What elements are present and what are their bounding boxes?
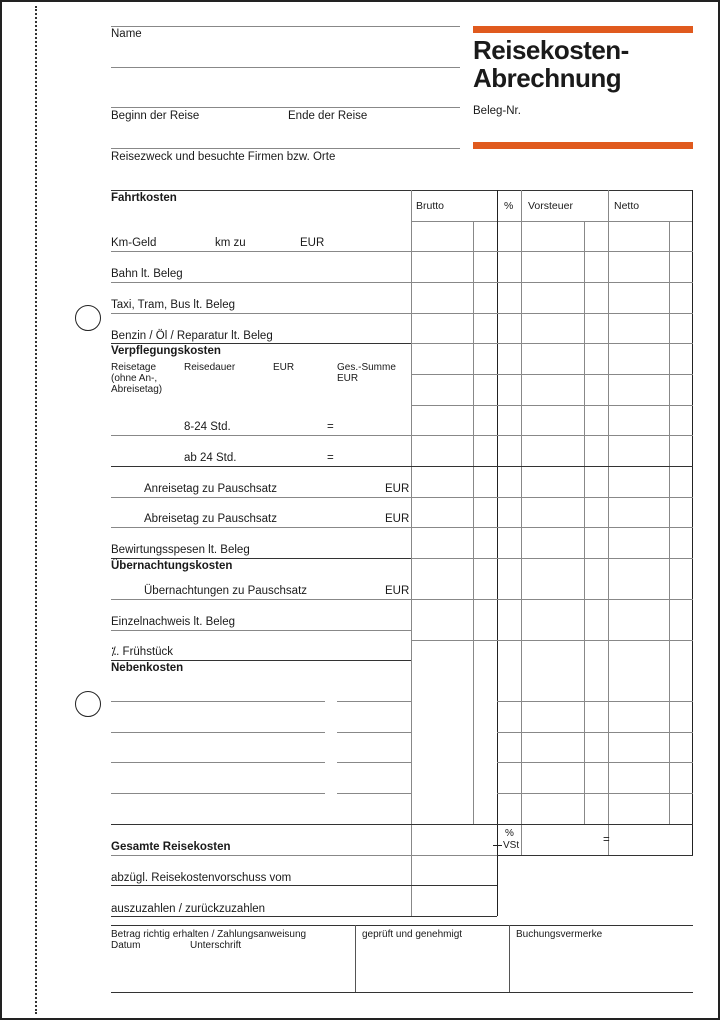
row-line — [411, 599, 693, 600]
row1-equals: = — [327, 421, 334, 433]
buchung-label: Buchungsvermerke — [516, 929, 603, 940]
row-line — [411, 558, 693, 559]
title-bar-bottom — [473, 142, 693, 149]
summary-vst: VSt — [503, 840, 520, 851]
bewirtung-label: Bewirtungsspesen lt. Beleg — [111, 544, 250, 556]
fruehstueck-label: ⁒. Frühstück — [111, 646, 174, 658]
row2-dauer: ab 24 Std. — [184, 452, 237, 464]
nebenkosten-amount-1[interactable] — [337, 701, 411, 702]
pauschsatz-field[interactable] — [111, 599, 411, 600]
punch-hole-bottom — [75, 691, 101, 717]
fahrtkosten-bottom-line — [111, 343, 411, 344]
anreisetag-field[interactable] — [111, 497, 411, 498]
km-eur-label: EUR — [300, 237, 325, 249]
vorsteuer-cents-line — [584, 221, 585, 825]
uebernachtung-heading: Übernachtungskosten — [111, 560, 233, 572]
footer-divider-2 — [509, 925, 510, 993]
title-bar-top — [473, 26, 693, 33]
row-line — [411, 282, 693, 283]
bahn-field[interactable] — [111, 282, 411, 283]
vorsteuer-col-left — [521, 190, 522, 855]
col-vorsteuer: Vorsteuer — [528, 200, 573, 212]
summary-right-bottom — [497, 855, 693, 856]
nebenkosten-field-1[interactable] — [111, 701, 325, 702]
verpflegung-heading: Verpflegungskosten — [111, 345, 221, 357]
summary-percent: % — [505, 828, 514, 839]
col-percent: % — [504, 200, 514, 212]
row-line — [497, 762, 693, 763]
col-header-line — [411, 221, 693, 222]
ges-summe-label: Ges.-Summe EUR — [337, 362, 396, 384]
verpflegung-eur-label: EUR — [273, 362, 295, 373]
auszahlen-field[interactable] — [111, 916, 497, 917]
verpflegung-row2-field[interactable] — [111, 466, 693, 467]
row-line — [411, 405, 693, 406]
footer-divider-1 — [355, 925, 356, 993]
fahrtkosten-heading: Fahrtkosten — [111, 192, 177, 204]
gesamt-field[interactable] — [111, 855, 497, 856]
vorschuss-field[interactable] — [111, 885, 497, 886]
unterschrift-label: Unterschrift — [190, 940, 242, 951]
reisedauer-label: Reisedauer — [184, 362, 236, 373]
netto-cents-line — [669, 221, 670, 825]
brutto-cents-line — [473, 221, 474, 825]
row2-equals: = — [327, 452, 334, 464]
zweck-label: Reisezweck und besuchte Firmen bzw. Orte — [111, 151, 336, 163]
einzelnachweis-label: Einzelnachweis lt. Beleg — [111, 616, 236, 628]
reisetage-label: Reisetage (ohne An-, Abreisetag) — [111, 362, 163, 395]
table-top-line — [111, 190, 693, 191]
name-field-line-2[interactable] — [111, 107, 460, 108]
row-line — [497, 793, 693, 794]
ende-label: Ende der Reise — [288, 110, 368, 122]
row-line — [497, 732, 693, 733]
summary-minus — [493, 845, 502, 846]
footer-bottom-line — [111, 992, 693, 993]
row-line — [411, 374, 693, 375]
summary-equals: = — [603, 834, 610, 846]
pauschsatz-label: Übernachtungen zu Pauschsatz — [144, 585, 308, 597]
km-geld-label: Km-Geld — [111, 237, 157, 249]
gesamt-label: Gesamte Reisekosten — [111, 841, 231, 853]
beleg-label: Beleg-Nr. — [473, 105, 521, 117]
betrag-label: Betrag richtig erhalten / Zahlungsanweisung — [111, 929, 307, 940]
row-line — [411, 527, 693, 528]
verpflegung-row1-field[interactable] — [111, 435, 411, 436]
footer-top-line — [111, 925, 693, 926]
row-line — [411, 251, 693, 252]
col-brutto: Brutto — [416, 200, 445, 212]
abreisetag-field[interactable] — [111, 527, 411, 528]
abreisetag-label: Abreisetag zu Pauschsatz — [144, 513, 277, 525]
nebenkosten-field-3[interactable] — [111, 762, 325, 763]
nebenkosten-amount-4[interactable] — [337, 793, 411, 794]
nebenkosten-heading: Nebenkosten — [111, 662, 184, 674]
nebenkosten-amount-3[interactable] — [337, 762, 411, 763]
nebenkosten-field-2[interactable] — [111, 732, 325, 733]
col-netto: Netto — [614, 200, 640, 212]
abreisetag-eur: EUR — [385, 513, 410, 525]
beginn-label: Beginn der Reise — [111, 110, 200, 122]
header-top-line — [111, 26, 460, 27]
nebenkosten-field-4[interactable] — [111, 793, 325, 794]
taxi-field[interactable] — [111, 313, 411, 314]
row-line — [411, 313, 693, 314]
vorschuss-label: abzügl. Reisekostenvorschuss vom — [111, 872, 292, 884]
name-label: Name — [111, 28, 142, 40]
datum-label: Datum — [111, 940, 141, 951]
netto-col-left — [608, 190, 609, 855]
taxi-label: Taxi, Tram, Bus lt. Beleg — [111, 299, 235, 311]
bahn-label: Bahn lt. Beleg — [111, 268, 183, 280]
nebenkosten-amount-2[interactable] — [337, 732, 411, 733]
auszahlen-label: auszuzahlen / zurückzuzahlen — [111, 903, 266, 915]
name-field[interactable] — [111, 67, 460, 68]
geprueft-label: geprüft und genehmigt — [362, 929, 463, 940]
pauschsatz-eur: EUR — [385, 585, 410, 597]
row1-dauer: 8-24 Std. — [184, 421, 231, 433]
summary-top-line — [111, 824, 693, 825]
table-right-edge — [692, 190, 693, 855]
km-geld-field[interactable] — [111, 251, 411, 252]
punch-hole-top — [75, 305, 101, 331]
page-title: Reisekosten- Abrechnung — [473, 35, 629, 93]
row-line — [411, 640, 693, 641]
brutto-col-left — [411, 190, 412, 916]
benzin-label: Benzin / Öl / Reparatur lt. Beleg — [111, 330, 273, 342]
uebernachtung-bottom-line — [111, 660, 411, 661]
anreisetag-label: Anreisetag zu Pauschsatz — [144, 483, 277, 495]
verpflegung-bottom-line — [111, 558, 411, 559]
einzelnachweis-field[interactable] — [111, 630, 411, 631]
perforation-line — [35, 6, 37, 1014]
dates-field[interactable] — [111, 148, 460, 149]
row-line — [411, 435, 693, 436]
row-line — [411, 497, 693, 498]
row-line — [497, 701, 693, 702]
anreisetag-eur: EUR — [385, 483, 410, 495]
km-zu-label: km zu — [215, 237, 246, 249]
percent-col-left — [497, 190, 498, 916]
row-line — [411, 343, 693, 344]
